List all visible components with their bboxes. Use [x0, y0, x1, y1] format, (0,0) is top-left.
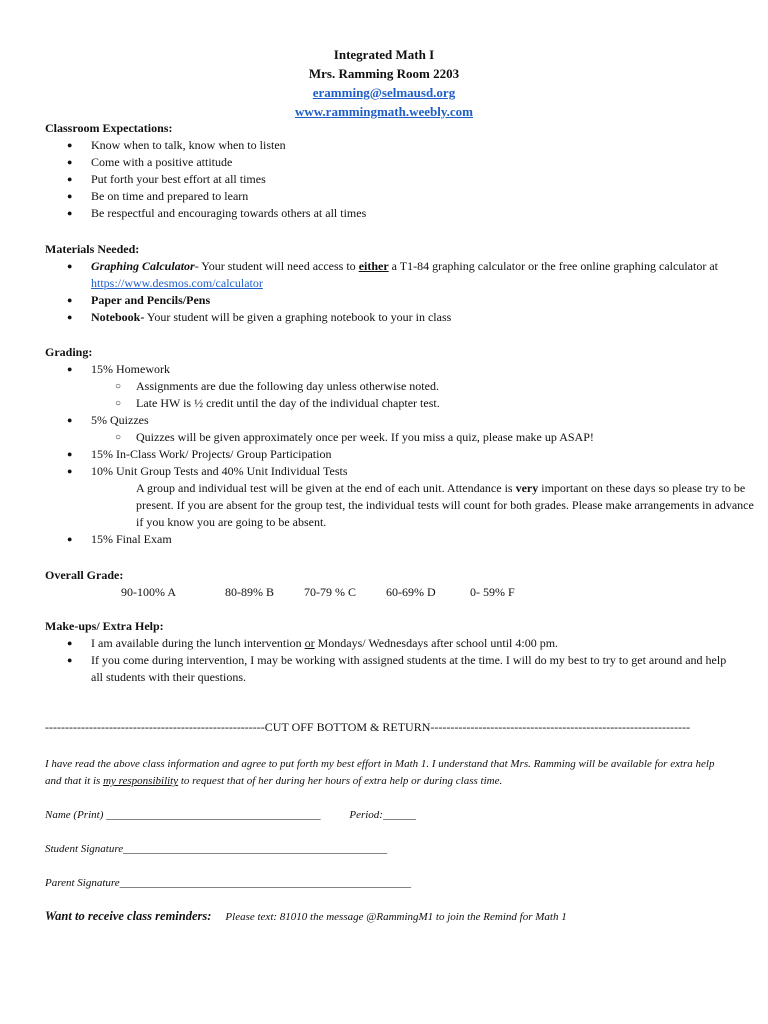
- expectations-section: [45, 120, 745, 222]
- grade-d: 60-69% D: [386, 585, 436, 599]
- paper-label: Paper and Pencils/Pens: [91, 293, 211, 307]
- name-row: [45, 807, 725, 824]
- reminder-line: [45, 908, 745, 926]
- email-link[interactable]: eramming@selmausd.org: [312, 85, 456, 100]
- list-item: ● 15% Final Exam: [45, 531, 745, 548]
- grading-section: [45, 344, 754, 548]
- calculator-text-a: - Your student will need access to: [194, 259, 359, 273]
- grade-c: 70-79 % C: [304, 585, 356, 599]
- period-field[interactable]: Period:______: [349, 809, 416, 821]
- course-title: Integrated Math I: [333, 47, 435, 62]
- tests-text-b: important on these days so please try to be present. If you are absent for the group test, the individual tests will count for both grades. Please make arrangements in advance if you know you are going to be absent.: [136, 481, 754, 529]
- calculator-text-b: a T1-84 graphing calculator or the free online graphing calculator at: [388, 259, 718, 273]
- list-item: [45, 258, 745, 292]
- statement-responsibility: my responsibility: [103, 775, 179, 787]
- overall-title: Overall Grade:: [45, 568, 124, 582]
- grade-b: 80-89% B: [225, 585, 274, 599]
- list-item: ● Come with a positive attitude: [45, 154, 745, 171]
- sub-list-item: ○ Late HW is ½ credit until the day of the individual chapter test.: [45, 395, 745, 412]
- notebook-text: Your student will be given a graphing notebook to your in class: [144, 310, 452, 324]
- list-item: ● Know when to talk, know when to listen: [45, 137, 745, 154]
- sub-list-item: ○ Quizzes will be given approximately once per week. If you miss a quiz, please make up ASAP!: [45, 429, 745, 446]
- list-item: ● Put forth your best effort at all times: [45, 171, 745, 188]
- list-item: ● Be on time and prepared to learn: [45, 188, 745, 205]
- name-print-field[interactable]: Name (Print) _______________________________________: [45, 809, 321, 821]
- makeups-text-a: I am available during the lunch intervention: [91, 636, 305, 650]
- overall-grade-section: [45, 567, 745, 601]
- cut-off-line: -------------------------------------------------------CUT OFF BOTTOM & RETURN-----------------------------------------------------------------: [45, 720, 691, 734]
- student-signature-field[interactable]: Student Signature________________________________________________: [45, 843, 388, 855]
- list-item: ● 15% In-Class Work/ Projects/ Group Participation: [45, 446, 745, 463]
- makeups-or: or: [304, 636, 315, 650]
- list-item: [45, 635, 745, 652]
- calculator-label: Graphing Calculator: [91, 259, 195, 273]
- materials-title: Materials Needed:: [45, 242, 140, 256]
- grading-list: [45, 361, 754, 548]
- parent-signature-field[interactable]: Parent Signature_____________________________________________________: [45, 877, 412, 889]
- list-item: ● Be respectful and encouraging towards others at all times: [45, 205, 745, 222]
- website-link[interactable]: www.rammingmath.weebly.com: [294, 104, 473, 119]
- tests-paragraph: [45, 480, 756, 531]
- syllabus-header: [0, 45, 768, 121]
- list-item: ● If you come during intervention, I may be working with assigned students at the time. I will do my best to try to get around and help all students with their questions.: [45, 652, 731, 686]
- materials-list: [45, 258, 745, 326]
- tests-text-a: A group and individual test will be given at the end of each unit. Attendance is: [136, 481, 516, 495]
- grade-f: 0- 59% F: [470, 585, 515, 599]
- statement-text-a: I have read the above class information and agree to put forth my best effort in Math 1. I understand that Mrs. Ramming will be available for extra help and that it is: [45, 758, 715, 787]
- list-item: ● 15% Homework: [45, 361, 745, 378]
- makeups-list: [45, 635, 745, 686]
- agreement-statement: [45, 756, 725, 790]
- grade-a: 90-100% A: [121, 585, 176, 599]
- sub-list-item: ○ Assignments are due the following day unless otherwise noted.: [45, 378, 745, 395]
- list-item: ● 5% Quizzes: [45, 412, 745, 429]
- desmos-link[interactable]: https://www.desmos.com/calculator: [91, 276, 263, 290]
- makeups-text-b: Mondays/ Wednesdays after school until 4:00 pm.: [314, 636, 559, 650]
- list-item: [45, 292, 745, 309]
- reminder-label: Want to receive class reminders:: [45, 909, 212, 923]
- makeups-section: [45, 618, 745, 686]
- expectations-list: [45, 137, 745, 222]
- list-item: [45, 309, 745, 326]
- grading-title: Grading:: [45, 345, 93, 359]
- reminder-text: Please text: 81010 the message @RammingM1 to join the Remind for Math 1: [225, 911, 567, 923]
- makeups-title: Make-ups/ Extra Help:: [45, 619, 164, 633]
- expectations-title: Classroom Expectations:: [45, 121, 173, 135]
- grade-scale: [45, 584, 745, 601]
- notebook-label: Notebook-: [91, 310, 145, 324]
- tests-very: very: [515, 481, 539, 495]
- materials-section: [45, 241, 745, 326]
- list-item: ● 10% Unit Group Tests and 40% Unit Individual Tests: [45, 463, 745, 480]
- calculator-either: either: [358, 259, 389, 273]
- statement-text-b: to request that of her during her hours of extra help or during class time.: [178, 775, 503, 787]
- teacher-room: Mrs. Ramming Room 2203: [308, 66, 460, 81]
